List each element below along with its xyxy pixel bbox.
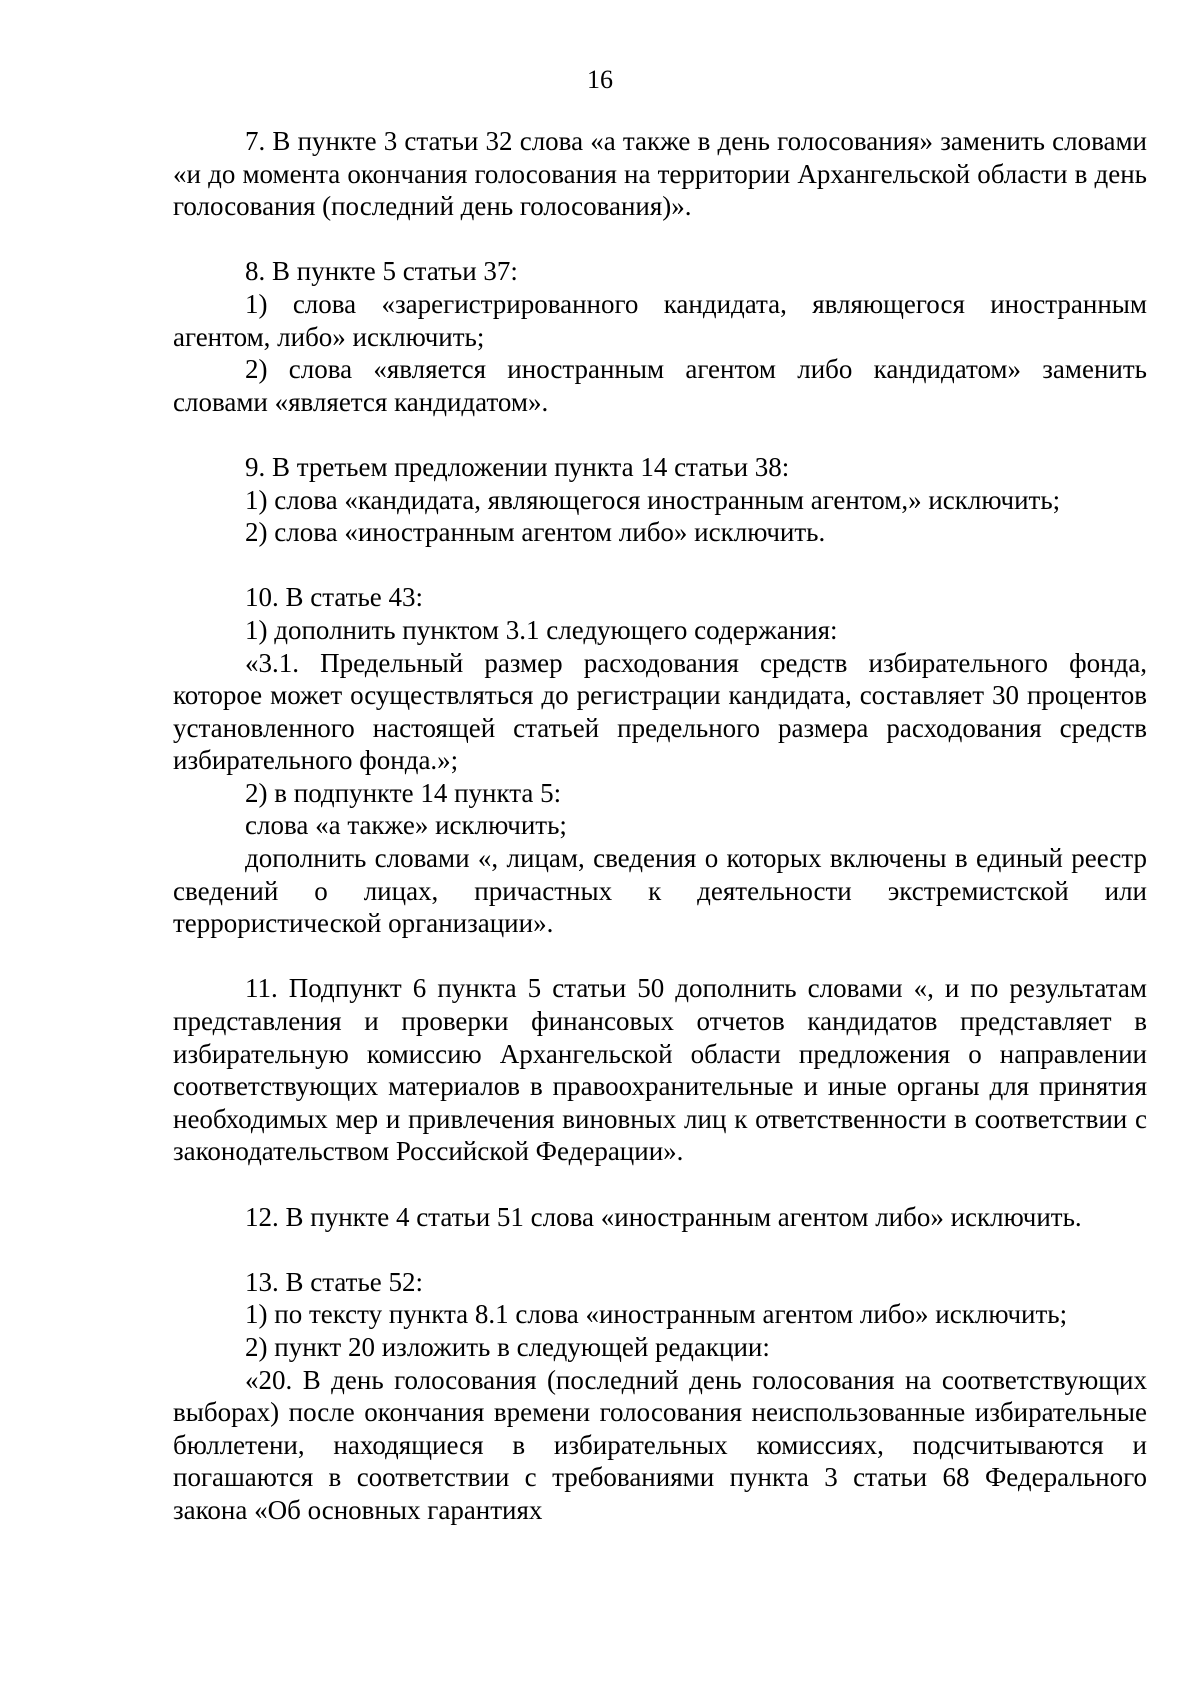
paragraph-item-13-sub-1: 1) по тексту пункта 8.1 слова «иностранным агентом либо» исключить; [245,1299,1068,1330]
document-body [173,125,1147,1527]
paragraph-gap [173,418,1147,451]
paragraph-item-13-sub-2: 2) пункт 20 изложить в следующей редакции: [245,1331,770,1362]
paragraph-gap [173,940,1147,973]
paragraph-gap [173,1168,1147,1201]
paragraph-item-13-heading: 13. В статье 52: [245,1266,424,1297]
paragraph-item-8-sub-1: 1) слова «зарегистрированного кандидата, являющегося иностранным агентом, либо» исключить; [173,288,1147,352]
paragraph-item-8-sub-2: 2) слова «является иностранным агентом либо кандидатом» заменить словами «является кандидатом». [173,354,1147,417]
paragraph-item-8-heading: 8. В пункте 5 статьи 37: [245,256,518,287]
paragraph-item-10-sub-1: 1) дополнить пунктом 3.1 следующего содержания: [245,614,838,645]
paragraph-gap [173,1233,1147,1266]
paragraph-item-9-heading: 9. В третьем предложении пункта 14 статьи 38: [245,451,790,482]
paragraph-item-10-sub-2: 2) в подпункте 14 пункта 5: [245,777,562,808]
paragraph-item-9-sub-2: 2) слова «иностранным агентом либо» исключить. [245,517,826,548]
paragraph-item-11: 11. Подпункт 6 пункта 5 статьи 50 дополнить словами «, и по результатам представления и проверки финансовых отчетов кандидатов представляет в избирательную комиссию Архангельской области предложения о направлении соответствующих материалов в правоохранительные и иные органы для принятия необходимых мер и привлечения виновных лиц к ответственности в соответствии с законодательством Российской Федерации». [173,973,1147,1167]
paragraph-item-10-quote: «3.1. Предельный размер расходования средств избирательного фонда, которое может осуществляться до регистрации кандидата, составляет 30 процентов установленного настоящей статьей предельного размера расходования средств избирательного фонда.»; [173,647,1147,776]
paragraph-item-10-sub-2-a: слова «а также» исключить; [245,810,567,841]
paragraph-item-10-heading: 10. В статье 43: [245,582,424,613]
paragraph-gap [173,549,1147,582]
paragraph-item-12: 12. В пункте 4 статьи 51 слова «иностранным агентом либо» исключить. [245,1201,1082,1232]
paragraph-gap [173,223,1147,256]
page-number: 16 [587,65,613,94]
paragraph-item-13-quote: «20. В день голосования (последний день голосования на соответствующих выборах) после окончания времени голосования неиспользованные избирательные бюллетени, находящиеся в избирательных комиссиях, подсчитываются и погашаются в соответствии с требованиями пункта 3 статьи 68 Федерального закона «Об основных гарантиях [173,1364,1147,1525]
paragraph-item-9-sub-1: 1) слова «кандидата, являющегося иностранным агентом,» исключить; [245,484,1061,515]
paragraph-item-10-sub-2-b: дополнить словами «, лицам, сведения о которых включены в единый реестр сведений о лицах, причастных к деятельности экстремистской или террористической организации». [173,843,1147,939]
paragraph-item-7: 7. В пункте 3 статьи 32 слова «а также в день голосования» заменить словами «и до момента окончания голосования на территории Архангельской области в день голосования (последний день голосования)». [173,126,1147,222]
